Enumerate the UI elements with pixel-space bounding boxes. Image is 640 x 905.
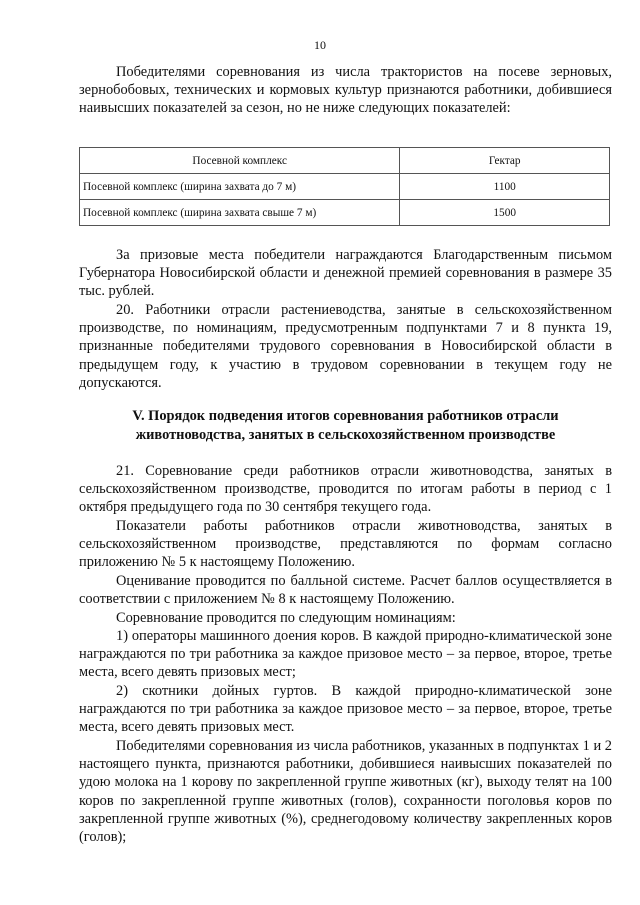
seeding-complex-table [79,147,610,226]
table-row [80,200,610,226]
indicators-paragraph: Показатели работы работников отрасли животноводства, занятых в сельскохозяйственном производстве, представляются по формам согласно приложению № 5 к настоящему Положению. [79,518,612,571]
award-paragraph: За призовые места победители награждаются Благодарственным письмом Губернатора Новосибирской области и денежной премией соревнования в размере 35 тыс. рублей. [79,247,612,300]
table-header-row [80,148,610,174]
table-cell: 1500 [400,200,610,226]
page-number: 10 [314,38,326,52]
table-cell: 1100 [400,174,610,200]
nomination-item-2: 2) скотники дойных гуртов. В каждой природно-климатической зоне награждаются по три работника за каждое призовое место – за первое, второе, третье места, всего девять призовых мест. [79,683,612,736]
section-heading-line: животноводства, занятых в сельскохозяйственном производстве [135,426,556,443]
table-header-cell: Гектар [400,148,610,174]
scoring-paragraph: Оценивание проводится по балльной системе. Расчет баллов осуществляется в соответствии с приложением № 8 к настоящему Положению. [79,573,612,608]
table-row [80,174,610,200]
table-cell: Посевной комплекс (ширина захвата до 7 м) [80,174,400,200]
clause-20-paragraph: 20. Работники отрасли растениеводства, занятые в сельскохозяйственном производстве, по номинациям, предусмотренным подпунктами 7 и 8 пункта 19, признанные победителями трудового соревнования в Новосибирской области в предыдущем году, к участию в трудовом соревновании в текущем году не допускаются. [79,302,612,391]
section-heading [79,407,612,444]
clause-21-paragraph: 21. Соревнование среди работников отрасли животноводства, занятых в сельскохозяйственном производстве, проводится по итогам работы в период с 1 октября предыдущего года по 30 сентября текущего года. [79,463,612,516]
intro-paragraph: Победителями соревнования из числа трактористов на посеве зерновых, зернобобовых, технических и кормовых культур признаются работники, добившиеся наивысших показателей за сезон, но не ниже следующих показателей: [79,64,612,117]
winners-paragraph: Победителями соревнования из числа работников, указанных в подпунктах 1 и 2 настоящего пункта, признаются работники, добившиеся наивысших показателей по удою молока на 1 корову по закрепленной группе животных (кг), выходу телят на 100 коров по закрепленной группе животных (голов), сохранности поголовья коров по закрепленной группе животных (%), среднегодовому количеству закрепленных коров (голов); [79,738,612,846]
table-header-cell: Посевной комплекс [80,148,400,174]
section-heading-line: V. Порядок подведения итогов соревнования работников отрасли [132,408,559,424]
nominations-intro: Соревнование проводится по следующим номинациям: [116,610,456,626]
nomination-item-1: 1) операторы машинного доения коров. В каждой природно-климатической зоне награждаются по три работника за каждое призовое место – за первое, второе, третье места, всего девять призовых мест; [79,628,612,681]
table-cell: Посевной комплекс (ширина захвата свыше 7 м) [80,200,400,226]
